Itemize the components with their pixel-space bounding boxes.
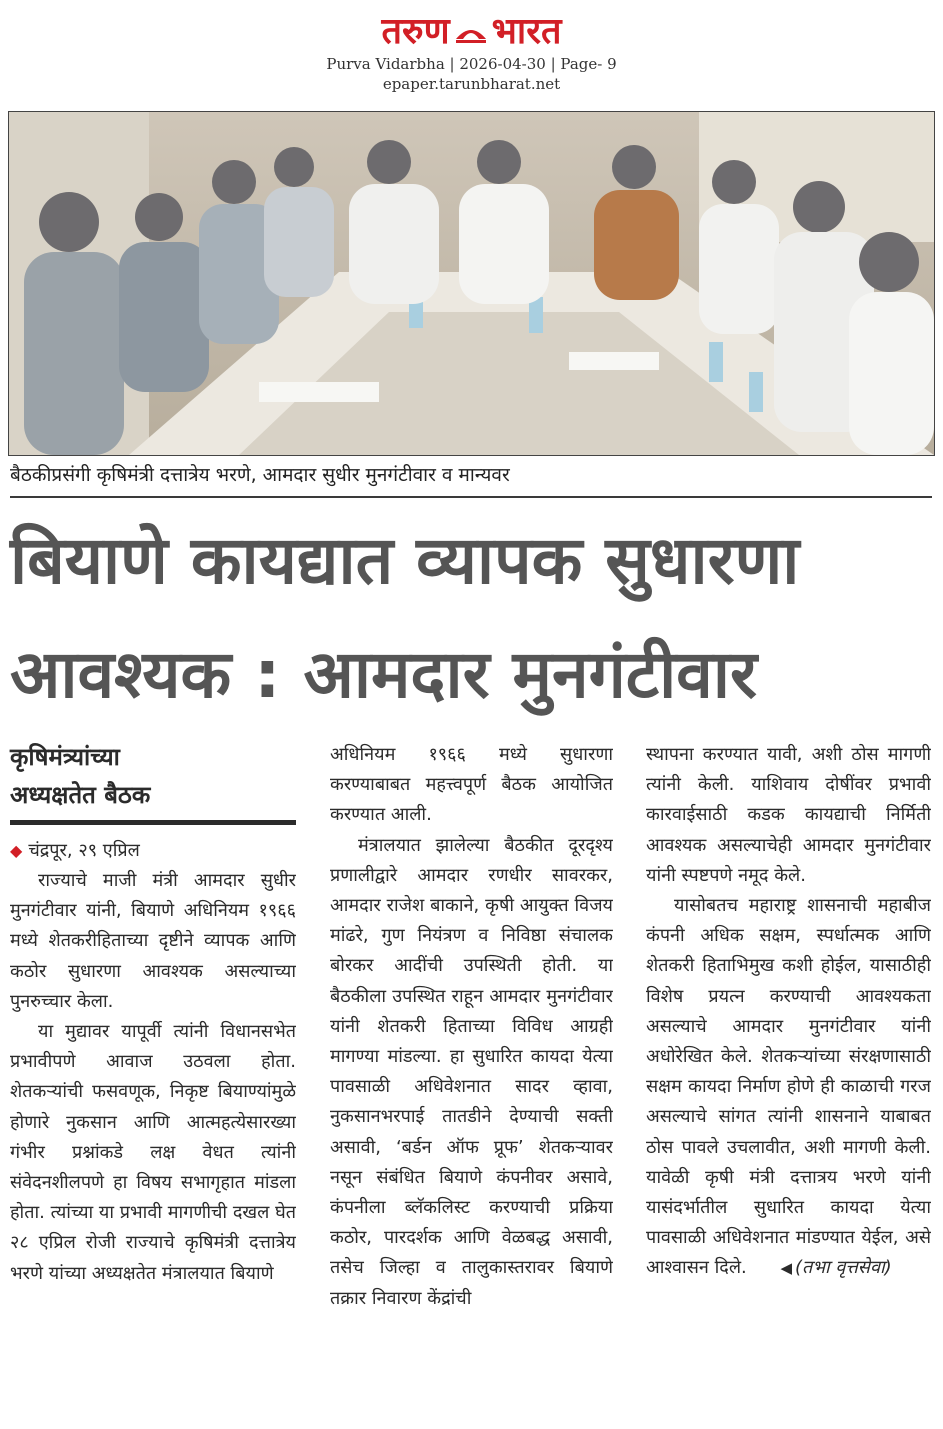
- edition-line: Purva Vidarbha | 2026-04-30 | Page- 9: [326, 55, 617, 73]
- photo-caption: बैठकीप्रसंगी कृषिमंत्री दत्तात्रेय भरणे, आमदार सुधीर मुनगंटीवार व मान्यवर: [10, 464, 510, 486]
- paragraph: मंत्रालयात झालेल्या बैठकीत दूरदृश्य प्रणालीद्वारे आमदार रणधीर सावरकर, आमदार राजेश बाकाने, कृषी आयुक्त विजय मांढरे, गुण नियंत्रण व निविष्ठा संचालक बोरकर आदींची उपस्थिती होती. या बैठकीला उपस्थित राहून आमदार मुनगंटीवार यांनी शेतकरी हिताच्या विविध आग्रही मागण्या मांडल्या. हा सुधारित कायदा येत्या पावसाळी अधिवेशनात सादर व्हावा, नुकसानभरपाई तातडीने देण्याची सक्ती असावी, ‘बर्डन ऑफ प्रूफ’ शेतकऱ्यावर नसून संबंधित बियाणे कंपनीवर असावे, कंपनीला ब्लॅकलिस्ट करण्याची प्रक्रिया कठोर, पारदर्शक आणि वेळबद्ध असावी, तसेच जिल्हा व तालुकास्तरावर बियाणे तक्रार निवारण केंद्रांची: [330, 834, 613, 1309]
- subheading-divider: [10, 820, 296, 825]
- paragraph: राज्याचे माजी मंत्री आमदार सुधीर मुनगंटीवार यांनी, बियाणे अधिनियम १९६६ मध्ये शेतकरीहिताच्या दृष्टीने व्यापक आणि कठोर सुधारणा आवश्यक असल्याच्या पुनरुच्चार केला.: [10, 870, 296, 1012]
- lotus-emblem-icon: [454, 17, 488, 47]
- article-column-3: [646, 740, 931, 1426]
- meeting-photo: [8, 111, 935, 456]
- paragraph: स्थापना करण्यात यावी, अशी ठोस मागणी त्यांनी केली. याशिवाय दोषींवर प्रभावी कारवाईसाठी कडक कायद्याची निर्मिती आवश्यक असल्याचेही आमदार मुनगंटीवार यांनी स्पष्टपणे नमूद केले.: [646, 744, 931, 886]
- paragraph-text: यासोबतच महाराष्ट्र शासनाची महाबीज कंपनी अधिक सक्षम, स्पर्धात्मक आणि शेतकरी हिताभिमुख कशी होईल, यासाठीही विशेष प्रयत्न करण्याची आवश्यकता असल्याचे आमदार मुनगंटीवार यांनी अधोरेखित केले. शेतकऱ्यांच्या संरक्षणासाठी सक्षम कायदा निर्माण होणे ही काळाची गरज असल्याचे सांगत त्यांनी शासनाने याबाबत ठोस पावले उचलावीत, अशी मागणी केली. यावेळी कृषी मंत्री दत्तात्रय भरणे यांनी यासंदर्भातील सुधारित कायदा येत्या पावसाळी अधिवेशनात मांडण्यात येईल, असे आश्वासन दिले.: [646, 895, 931, 1279]
- newspaper-logo[interactable]: [382, 10, 562, 54]
- dateline-text: चंद्रपूर, २९ एप्रिल: [28, 840, 140, 861]
- masthead: [0, 10, 943, 94]
- dateline: [10, 836, 140, 866]
- triangle-marker-icon: ◀: [780, 1259, 793, 1278]
- article-column-2: [330, 740, 613, 1426]
- epaper-url[interactable]: epaper.tarunbharat.net: [382, 75, 561, 93]
- logo-text-left: तरुण: [381, 11, 450, 52]
- article-column-1: [10, 866, 296, 1426]
- logo-text-right: भारत: [491, 11, 562, 52]
- subheading: [10, 738, 300, 814]
- subheading-line-1: कृषिमंत्र्यांच्या: [10, 743, 120, 771]
- news-credit: [752, 1257, 891, 1278]
- subheading-line-2: अध्यक्षतेत बैठक: [10, 781, 151, 809]
- headline-line-2: आवश्यक : आमदार मुनगंटीवार: [10, 636, 757, 713]
- paragraph: अधिनियम १९६६ मध्ये सुधारणा करण्याबाबत महत्त्वपूर्ण बैठक आयोजित करण्यात आली.: [330, 744, 613, 826]
- paragraph: या मुद्यावर यापूर्वी त्यांनी विधानसभेत प्रभावीपणे आवाज उठवला होता. शेतकऱ्यांची फसवणूक, निकृष्ट बियाण्यांमुळे होणारे नुकसान आणि आत्महत्येसारख्या गंभीर प्रश्नांकडे लक्ष वेधत त्यांनी संवेदनशीलपणे हा विषय सभागृहात मांडला होता. त्यांच्या या प्रभावी मागणीची दखल घेत २८ एप्रिल रोजी राज्याचे कृषिमंत्री दत्तात्रेय भरणे यांच्या अध्यक्षतेत मंत्रालयात बियाणे: [10, 1021, 296, 1284]
- diamond-bullet-icon: ◆: [10, 841, 23, 860]
- headline-line-1: बियाणे कायद्यात व्यापक सुधारणा: [10, 522, 800, 599]
- paragraph: [646, 891, 931, 1284]
- credit-text: (तभा वृत्तसेवा): [795, 1257, 892, 1279]
- caption-divider: [10, 496, 932, 498]
